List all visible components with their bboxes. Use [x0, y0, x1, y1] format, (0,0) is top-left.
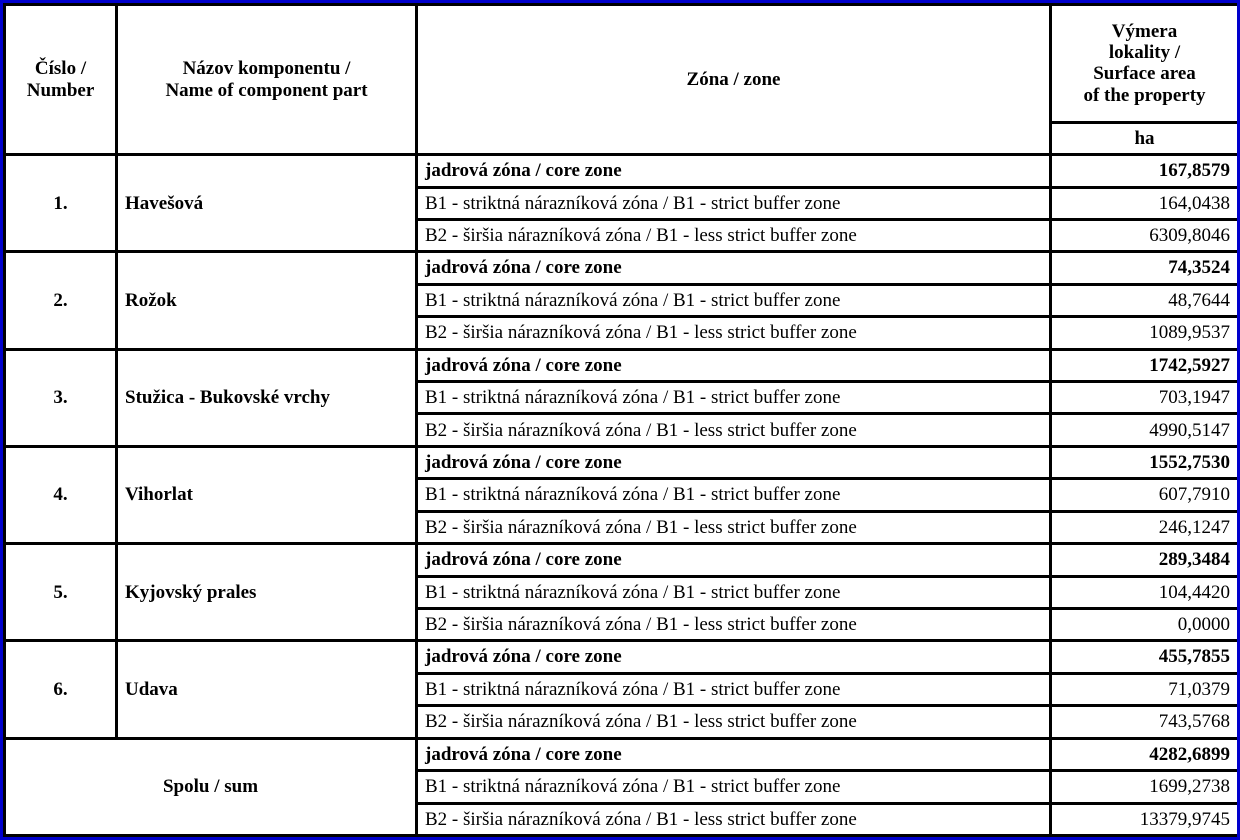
area-value-b1: 104,4420 — [1051, 576, 1239, 608]
header-name-line1: Názov komponentu / — [182, 58, 351, 80]
zone-label-b1: B1 - striktná nárazníková zóna / B1 - strict buffer zone — [417, 576, 1051, 608]
row-number: 4. — [5, 446, 117, 543]
row-component-name: Stužica - Bukovské vrchy — [117, 349, 417, 446]
row-number: 2. — [5, 252, 117, 349]
table-row — [5, 544, 1239, 576]
table-row — [5, 155, 1239, 187]
header-zone: Zóna / zone — [417, 5, 1051, 155]
area-value-b2: 246,1247 — [1051, 511, 1239, 543]
row-component-name: Rožok — [117, 252, 417, 349]
zone-label-b1: B1 - striktná nárazníková zóna / B1 - strict buffer zone — [417, 771, 1051, 803]
zone-label-b2: B2 - širšia nárazníková zóna / B1 - less strict buffer zone — [417, 414, 1051, 446]
area-value-b2: 743,5768 — [1051, 706, 1239, 738]
header-area-unit: ha — [1051, 122, 1239, 154]
row-number: 5. — [5, 544, 117, 641]
zone-label-b1: B1 - striktná nárazníková zóna / B1 - strict buffer zone — [417, 187, 1051, 219]
header-area-line1: Výmera — [1111, 20, 1178, 42]
area-value-b1: 164,0438 — [1051, 187, 1239, 219]
zone-label-b2: B2 - širšia nárazníková zóna / B1 - less strict buffer zone — [417, 511, 1051, 543]
header-area-line3: Surface area — [1093, 63, 1196, 85]
sum-label: Spolu / sum — [5, 738, 417, 835]
sum-value-core: 4282,6899 — [1051, 738, 1239, 770]
table-body — [5, 5, 1239, 836]
zone-label-b2: B2 - širšia nárazníková zóna / B1 - less strict buffer zone — [417, 317, 1051, 349]
header-area-line2: lokality / — [1108, 42, 1181, 64]
header-area-line4: of the property — [1083, 84, 1206, 106]
header-component-name — [117, 5, 417, 155]
header-number-line1: Číslo / — [34, 58, 87, 80]
header-number — [5, 5, 117, 155]
table-row — [5, 641, 1239, 673]
row-component-name: Havešová — [117, 155, 417, 252]
area-value-b2: 6309,8046 — [1051, 219, 1239, 251]
area-value-core: 1742,5927 — [1051, 349, 1239, 381]
header-name-line2: Name of component part — [165, 79, 368, 101]
row-component-name: Kyjovský prales — [117, 544, 417, 641]
table-row — [5, 349, 1239, 381]
area-value-core: 289,3484 — [1051, 544, 1239, 576]
area-value-b1: 703,1947 — [1051, 382, 1239, 414]
area-value-b1: 71,0379 — [1051, 673, 1239, 705]
sum-value-b1: 1699,2738 — [1051, 771, 1239, 803]
header-number-line2: Number — [26, 79, 95, 101]
table-header-row — [5, 5, 1239, 123]
zone-label-b2: B2 - širšia nárazníková zóna / B1 - less strict buffer zone — [417, 219, 1051, 251]
area-value-core: 455,7855 — [1051, 641, 1239, 673]
row-number: 1. — [5, 155, 117, 252]
row-component-name: Vihorlat — [117, 446, 417, 543]
area-value-core: 1552,7530 — [1051, 446, 1239, 478]
table-row — [5, 252, 1239, 284]
zone-label-b1: B1 - striktná nárazníková zóna / B1 - strict buffer zone — [417, 382, 1051, 414]
zone-label-b2: B2 - širšia nárazníková zóna / B1 - less strict buffer zone — [417, 706, 1051, 738]
zone-label-core: jadrová zóna / core zone — [417, 544, 1051, 576]
zone-label-b1: B1 - striktná nárazníková zóna / B1 - strict buffer zone — [417, 673, 1051, 705]
zone-label-core: jadrová zóna / core zone — [417, 446, 1051, 478]
header-surface-area — [1051, 5, 1239, 123]
zone-label-core: jadrová zóna / core zone — [417, 738, 1051, 770]
area-value-b1: 48,7644 — [1051, 284, 1239, 316]
zone-label-b1: B1 - striktná nárazníková zóna / B1 - strict buffer zone — [417, 284, 1051, 316]
zone-label-core: jadrová zóna / core zone — [417, 641, 1051, 673]
row-number: 3. — [5, 349, 117, 446]
zone-label-core: jadrová zóna / core zone — [417, 252, 1051, 284]
zone-label-b2: B2 - širšia nárazníková zóna / B1 - less strict buffer zone — [417, 803, 1051, 835]
table-row — [5, 446, 1239, 478]
surface-area-table — [3, 3, 1240, 837]
row-number: 6. — [5, 641, 117, 738]
area-value-core: 74,3524 — [1051, 252, 1239, 284]
zone-label-core: jadrová zóna / core zone — [417, 349, 1051, 381]
area-value-b2: 4990,5147 — [1051, 414, 1239, 446]
sum-value-b2: 13379,9745 — [1051, 803, 1239, 835]
area-value-b2: 0,0000 — [1051, 608, 1239, 640]
area-value-b1: 607,7910 — [1051, 479, 1239, 511]
zone-label-core: jadrová zóna / core zone — [417, 155, 1051, 187]
area-value-core: 167,8579 — [1051, 155, 1239, 187]
zone-label-b1: B1 - striktná nárazníková zóna / B1 - strict buffer zone — [417, 479, 1051, 511]
zone-label-b2: B2 - širšia nárazníková zóna / B1 - less strict buffer zone — [417, 608, 1051, 640]
area-value-b2: 1089,9537 — [1051, 317, 1239, 349]
table-sum-row — [5, 738, 1239, 770]
row-component-name: Udava — [117, 641, 417, 738]
